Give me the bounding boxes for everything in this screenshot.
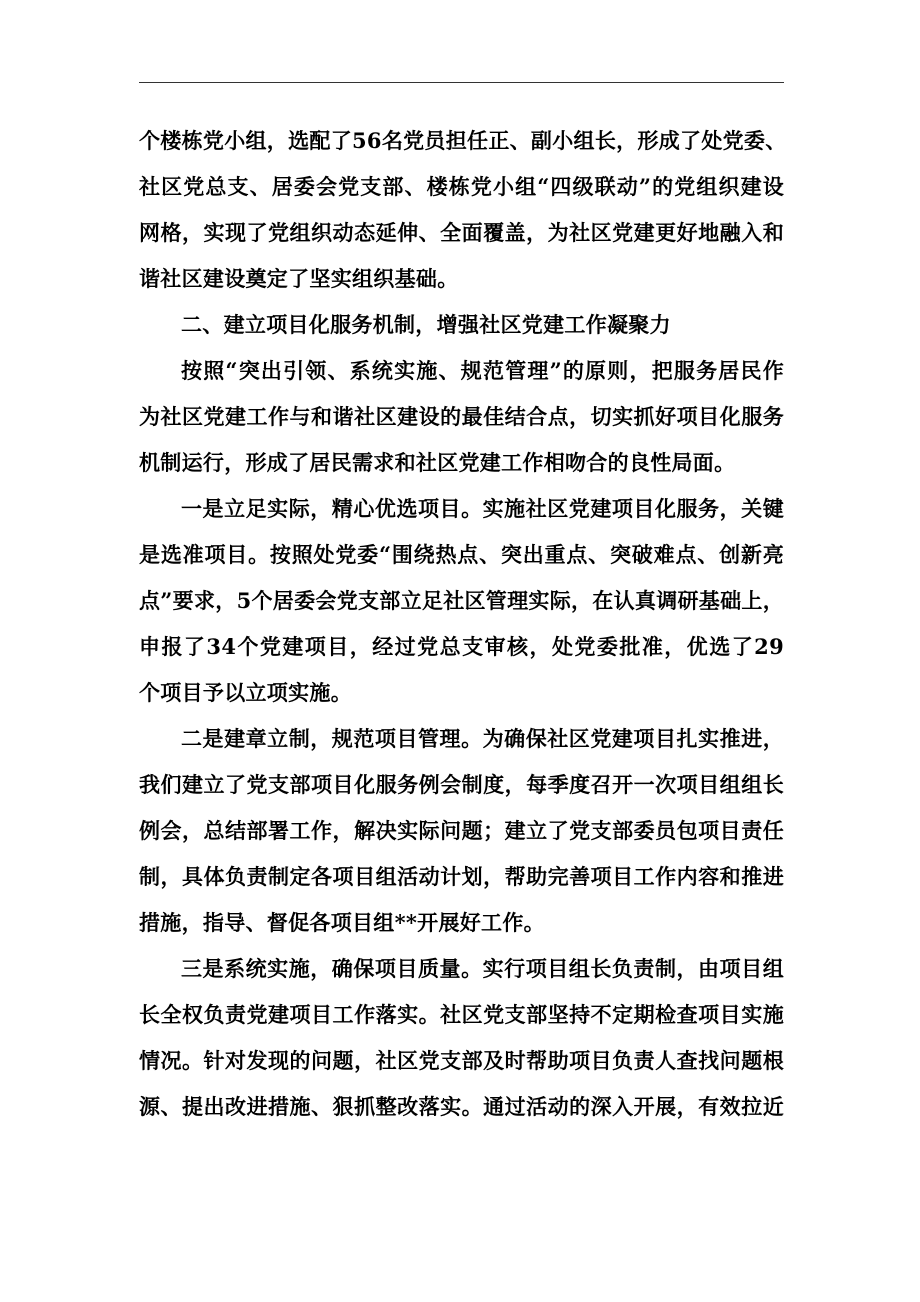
paragraph (139, 348, 784, 486)
text-line: 申报了34个党建项目，经过党总支审核，处党委批准，优选了29 (139, 634, 784, 659)
text-line: 点”要求，5个居委会党支部立足社区管理实际，在认真调研基础上， (139, 588, 784, 613)
text-line: 按照“突出引领、系统实施、规范管理”的原则，把服务居民作 (181, 358, 784, 383)
text-line: 制，具体负责制定各项目组活动计划，帮助完善项目工作内容和推进 (139, 864, 784, 889)
text-line: 我们建立了党支部项目化服务例会制度，每季度召开一次项目组组长 (139, 772, 784, 797)
text-line: 措施，指导、督促各项目组**开展好工作。 (139, 910, 545, 935)
text-line: 长全权负责党建项目工作落实。社区党支部坚持不定期检查项目实施 (139, 1002, 784, 1027)
text-line: 二、建立项目化服务机制，增强社区党建工作凝聚力 (181, 312, 671, 337)
paragraph (139, 118, 787, 302)
paragraph (139, 486, 784, 716)
text-line: 机制运行，形成了居民需求和社区党建工作相吻合的良性局面。 (139, 450, 736, 475)
header-rule (139, 82, 784, 83)
paragraph (139, 716, 784, 946)
text-line: 一是立足实际，精心优选项目。实施社区党建项目化服务，关键 (181, 496, 784, 521)
text-line: 为社区党建工作与和谐社区建设的最佳结合点，切实抓好项目化服务 (139, 404, 784, 429)
text-line: 情况。针对发现的问题，社区党支部及时帮助项目负责人查找问题根 (139, 1048, 784, 1073)
text-line: 源、提出改进措施、狠抓整改落实。通过活动的深入开展，有效拉近 (139, 1094, 784, 1119)
paragraph (139, 946, 784, 1130)
text-line: 谐社区建设奠定了坚实组织基础。 (139, 266, 459, 291)
text-line: 个楼栋党小组，选配了56名党员担任正、副小组长，形成了处党委、 (139, 128, 787, 153)
text-line: 社区党总支、居委会党支部、楼栋党小组“四级联动”的党组织建设 (139, 174, 784, 199)
text-line: 三是系统实施，确保项目质量。实行项目组长负责制，由项目组 (181, 956, 784, 981)
text-line: 例会，总结部署工作，解决实际问题；建立了党支部委员包项目责任 (139, 818, 784, 843)
section-heading (139, 302, 784, 348)
text-line: 是选准项目。按照处党委“围绕热点、突出重点、突破难点、创新亮 (139, 542, 784, 567)
text-line: 网格，实现了党组织动态延伸、全面覆盖，为社区党建更好地融入和 (139, 220, 784, 245)
text-line: 二是建章立制，规范项目管理。为确保社区党建项目扎实推进， (181, 726, 784, 751)
document-body (139, 118, 787, 1130)
text-line: 个项目予以立项实施。 (139, 680, 352, 705)
